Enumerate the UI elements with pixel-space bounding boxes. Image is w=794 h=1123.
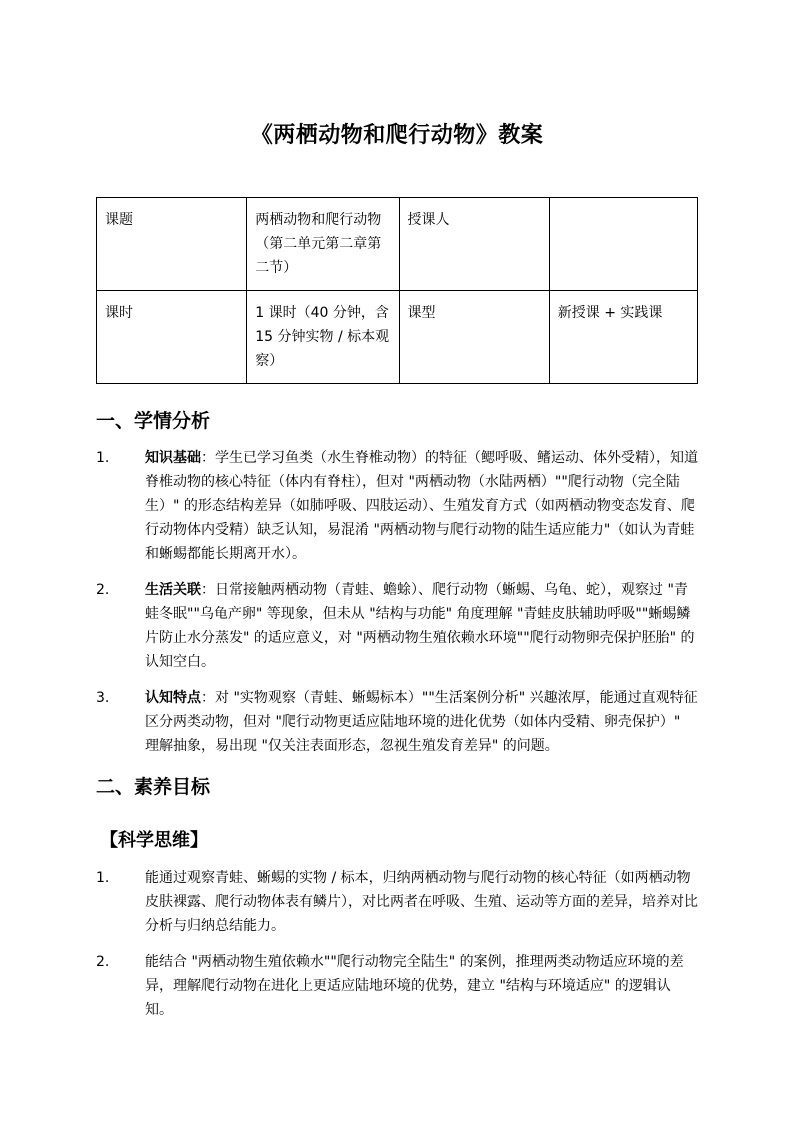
list-item-text: ：对 "实物观察（青蛙、蜥蜴标本）""生活案例分析" 兴趣浓厚，能通过直观特征区分两类动物，但对 "爬行动物更适应陆地环境的进化优势（如体内受精、卵壳保护）" 理解抽象，易出现 "仅关注表面形态，忽视生殖发育差异" 的问题。 <box>145 690 698 754</box>
list-number: 3. <box>96 690 110 706</box>
table-row <box>97 198 698 291</box>
table-cell: 1 课时（40 分钟，含 15 分钟实物 / 标本观察） <box>247 291 399 384</box>
list-item <box>96 866 698 938</box>
table-cell: 课题 <box>97 198 247 291</box>
table-cell: 授课人 <box>399 198 549 291</box>
list-item <box>96 578 698 674</box>
list-number: 1. <box>96 450 110 466</box>
table-cell: 课型 <box>399 291 549 384</box>
list-number: 1. <box>96 870 110 886</box>
lesson-info-table <box>96 197 698 384</box>
list-item <box>96 686 698 758</box>
document-title: 《两栖动物和爬行动物》教案 <box>250 123 544 148</box>
list-item <box>96 950 698 1022</box>
section-heading: 一、学情分析 <box>96 410 211 432</box>
table-cell <box>549 198 697 291</box>
list-item-label: 知识基础 <box>145 450 201 466</box>
numbered-list <box>96 866 698 1022</box>
table-cell: 新授课 + 实践课 <box>549 291 697 384</box>
list-item <box>96 446 698 566</box>
list-number: 2. <box>96 954 110 970</box>
list-item-label: 认知特点 <box>145 690 201 706</box>
list-item-text: ：学生已学习鱼类（水生脊椎动物）的特征（鳃呼吸、鳍运动、体外受精），知道脊椎动物的核心特征（体内有脊柱），但对 "两栖动物（水陆两栖）""爬行动物（完全陆生）" 的形态结构差异（如肺呼吸、四肢运动）、生殖发育方式（如两栖动物变态发育、爬行动物体内受精）缺乏认知，易混淆 "两栖动物与爬行动物的陆生适应能力"（如认为青蛙和蜥蜴都能长期离开水）。 <box>145 450 698 562</box>
sub-heading: 【科学思维】 <box>100 830 208 851</box>
list-item-text: 能通过观察青蛙、蜥蜴的实物 / 标本，归纳两栖动物与爬行动物的核心特征（如两栖动物皮肤裸露、爬行动物体表有鳞片），对比两者在呼吸、生殖、运动等方面的差异，培养对比分析与归纳总结能力。 <box>145 870 698 934</box>
list-item-text: 能结合 "两栖动物生殖依赖水""爬行动物完全陆生" 的案例，推理两类动物适应环境的差异，理解爬行动物在进化上更适应陆地环境的优势，建立 "结构与环境适应" 的逻辑认知。 <box>145 954 684 1018</box>
table-cell: 两栖动物和爬行动物（第二单元第二章第二节） <box>247 198 399 291</box>
list-item-text: ：日常接触两栖动物（青蛙、蟾蜍）、爬行动物（蜥蜴、乌龟、蛇），观察过 "青蛙冬眠""乌龟产卵" 等现象，但未从 "结构与功能" 角度理解 "青蛙皮肤辅助呼吸""蜥蜴鳞片防止水分蒸发" 的适应意义，对 "两栖动物生殖依赖水环境""爬行动物卵壳保护胚胎" 的认知空白。 <box>145 582 695 670</box>
table-cell: 课时 <box>97 291 247 384</box>
section-heading: 二、素养目标 <box>96 776 211 798</box>
table-row <box>97 291 698 384</box>
list-number: 2. <box>96 582 110 598</box>
numbered-list <box>96 446 698 758</box>
list-item-label: 生活关联 <box>145 582 201 598</box>
